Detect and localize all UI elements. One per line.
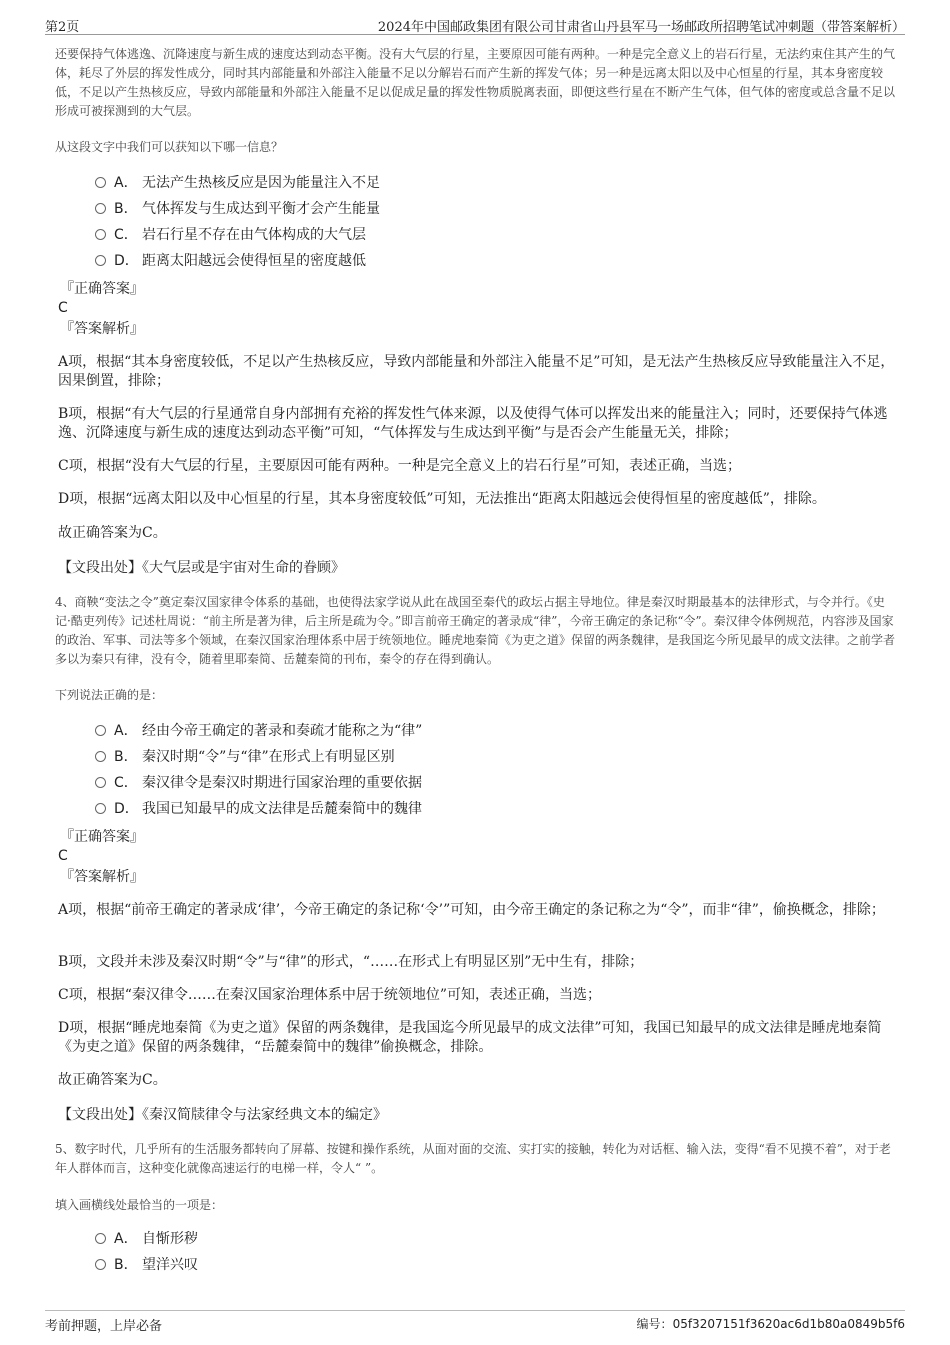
q4-analysis-label: 『答案解析』 bbox=[60, 869, 144, 885]
q4-answer: C bbox=[58, 848, 68, 864]
q3-analysis-c: C项，根据“没有大气层的行星，主要原因可能有两种。一种是完全意义上的岩石行星”可知，表述正确，当选； bbox=[58, 458, 742, 474]
q4-analysis-b: B项，文段并未涉及秦汉时期“令”与“律”的形式，“……在形式上有明显区别”无中生有，排除； bbox=[58, 954, 644, 970]
document-code bbox=[637, 1315, 905, 1332]
page-footer bbox=[45, 1310, 905, 1334]
code-value: 05f3207151f3620ac6d1b80a0849b5f6 bbox=[672, 1317, 905, 1331]
q5-passage: 5、数字时代，几乎所有的生活服务都转向了屏幕、按键和操作系统，从面对面的交流、实打实的接触，转化为对话框、输入法，变得“看不见摸不着”，对于老年人群体而言，这种变化就像高速运行的电梯一样，令人“ ”。 bbox=[55, 1142, 891, 1175]
q3-analysis-conclusion: 故正确答案为C。 bbox=[58, 525, 167, 541]
q3-option-b[interactable]: B． 气体挥发与生成达到平衡才会产生能量 bbox=[95, 199, 380, 219]
q5-option-a[interactable]: A． 自惭形秽 bbox=[95, 1229, 198, 1249]
q3-answer: C bbox=[58, 300, 68, 316]
q3-question: 从这段文字中我们可以获知以下哪一信息？ bbox=[55, 140, 284, 154]
q3-analysis-label: 『答案解析』 bbox=[60, 321, 144, 337]
radio-icon[interactable] bbox=[95, 1259, 106, 1270]
q4-passage: 4、商鞅“变法之令”奠定秦汉国家律令体系的基础，也使得法家学说从此在战国至秦代的政坛占据主导地位。律是秦汉时期最基本的法律形式，与令并行。《史记·酷吏列传》记述杜周说：“前主所是著为律，后主所是疏为令。”即言前帝王确定的著录成“律”，今帝王确定的条记称“令”。秦汉律令体例规范，内容涉及国家的政治、军事、司法等多个领域，在秦汉国家治理体系中居于统领地位。睡虎地秦简《为吏之道》保留的两条魏律，是我国迄今所见最早的成文法律。之前学者多以为秦只有律，没有令，随着里耶秦简、岳麓秦简的刊布，秦令的存在得到确认。 bbox=[55, 595, 896, 666]
radio-icon[interactable] bbox=[95, 751, 106, 762]
q3-passage: 还要保持气体逃逸、沉降速度与新生成的速度达到动态平衡。没有大气层的行星，主要原因可能有两种。一种是完全意义上的岩石行星，无法约束住其产生的气体，耗尽了外层的挥发性成分，同时其内部能量和外部注入能量不足以分解岩石而产生新的挥发气体；另一种是远离太阳以及中心恒星的行星，其本身密度较低，不足以产生热核反应，导致内部能量和外部注入能量不足以促成足量的挥发性物质脱离表面，即便这些行星在不断产生气体，但气体的密度或总含量不足以形成可被探测到的大气层。 bbox=[55, 47, 896, 118]
radio-icon[interactable] bbox=[95, 177, 106, 188]
q3-analysis-a: A项，根据“其本身密度较低，不足以产生热核反应，导致内部能量和外部注入能量不足”可知，是无法产生热核反应导致能量注入不足，因果倒置，排除； bbox=[58, 354, 895, 389]
footer-slogan: 考前押题，上岸必备 bbox=[45, 1319, 163, 1334]
q4-option-c[interactable]: C． 秦汉律令是秦汉时期进行国家治理的重要依据 bbox=[95, 773, 422, 793]
radio-icon[interactable] bbox=[95, 1233, 106, 1244]
q4-analysis-conclusion: 故正确答案为C。 bbox=[58, 1072, 167, 1088]
radio-icon[interactable] bbox=[95, 203, 106, 214]
q3-analysis-d: D项，根据“远离太阳以及中心恒星的行星，其本身密度较低”可知，无法推出“距离太阳越远会使得恒星的密度越低”，排除。 bbox=[58, 491, 826, 507]
q3-analysis-b: B项，根据“有大气层的行星通常自身内部拥有充裕的挥发性气体来源，以及使得气体可以挥发出来的能量注入；同时，还要保持气体逃逸、沉降速度与新生成的速度达到动态平衡”可知，“气体挥发与生成达到平衡”与是否会产生能量无关，排除； bbox=[58, 406, 888, 441]
q5-question: 填入画横线处最恰当的一项是： bbox=[55, 1198, 224, 1212]
q5-option-b[interactable]: B． 望洋兴叹 bbox=[95, 1255, 198, 1275]
radio-icon[interactable] bbox=[95, 725, 106, 736]
q3-option-c[interactable]: C． 岩石行星不存在由气体构成的大气层 bbox=[95, 225, 366, 245]
q4-question: 下列说法正确的是： bbox=[55, 688, 164, 702]
q3-answer-label: 『正确答案』 bbox=[60, 281, 144, 297]
q4-option-b[interactable]: B． 秦汉时期“令”与“律”在形式上有明显区别 bbox=[95, 747, 395, 767]
q4-analysis-d: D项，根据“睡虎地秦简《为吏之道》保留的两条魏律，是我国迄今所见最早的成文法律”可知，我国已知最早的成文法律是睡虎地秦简《为吏之道》保留的两条魏律，“岳麓秦简中的魏律”偷换概念，排除。 bbox=[58, 1020, 882, 1055]
page-number: 第2页 bbox=[45, 20, 80, 35]
document-title: 2024年中国邮政集团有限公司甘肃省山丹县军马一场邮政所招聘笔试冲刺题（带答案解析） bbox=[377, 20, 905, 35]
radio-icon[interactable] bbox=[95, 229, 106, 240]
radio-icon[interactable] bbox=[95, 777, 106, 788]
q3-source: 【文段出处】《大气层或是宇宙对生命的眷顾》 bbox=[58, 560, 345, 576]
radio-icon[interactable] bbox=[95, 803, 106, 814]
q3-option-a[interactable]: A． 无法产生热核反应是因为能量注入不足 bbox=[95, 173, 380, 193]
q4-source: 【文段出处】《秦汉简牍律令与法家经典文本的编定》 bbox=[58, 1107, 387, 1123]
q3-option-d[interactable]: D． 距离太阳越远会使得恒星的密度越低 bbox=[95, 251, 366, 271]
code-label: 编号： bbox=[636, 1317, 673, 1331]
radio-icon[interactable] bbox=[95, 255, 106, 266]
q4-analysis-c: C项，根据“秦汉律令……在秦汉国家治理体系中居于统领地位”可知，表述正确，当选； bbox=[58, 987, 602, 1003]
q4-analysis-a: A项，根据“前帝王确定的著录成‘律’，今帝王确定的条记称‘令’”可知，由今帝王确定的条记称之为“令”，而非“律”，偷换概念，排除； bbox=[58, 902, 885, 918]
page-header bbox=[45, 12, 905, 35]
q4-option-d[interactable]: D． 我国已知最早的成文法律是岳麓秦简中的魏律 bbox=[95, 799, 422, 819]
q4-answer-label: 『正确答案』 bbox=[60, 829, 144, 845]
q4-option-a[interactable]: A． 经由今帝王确定的著录和奏疏才能称之为“律” bbox=[95, 721, 422, 741]
